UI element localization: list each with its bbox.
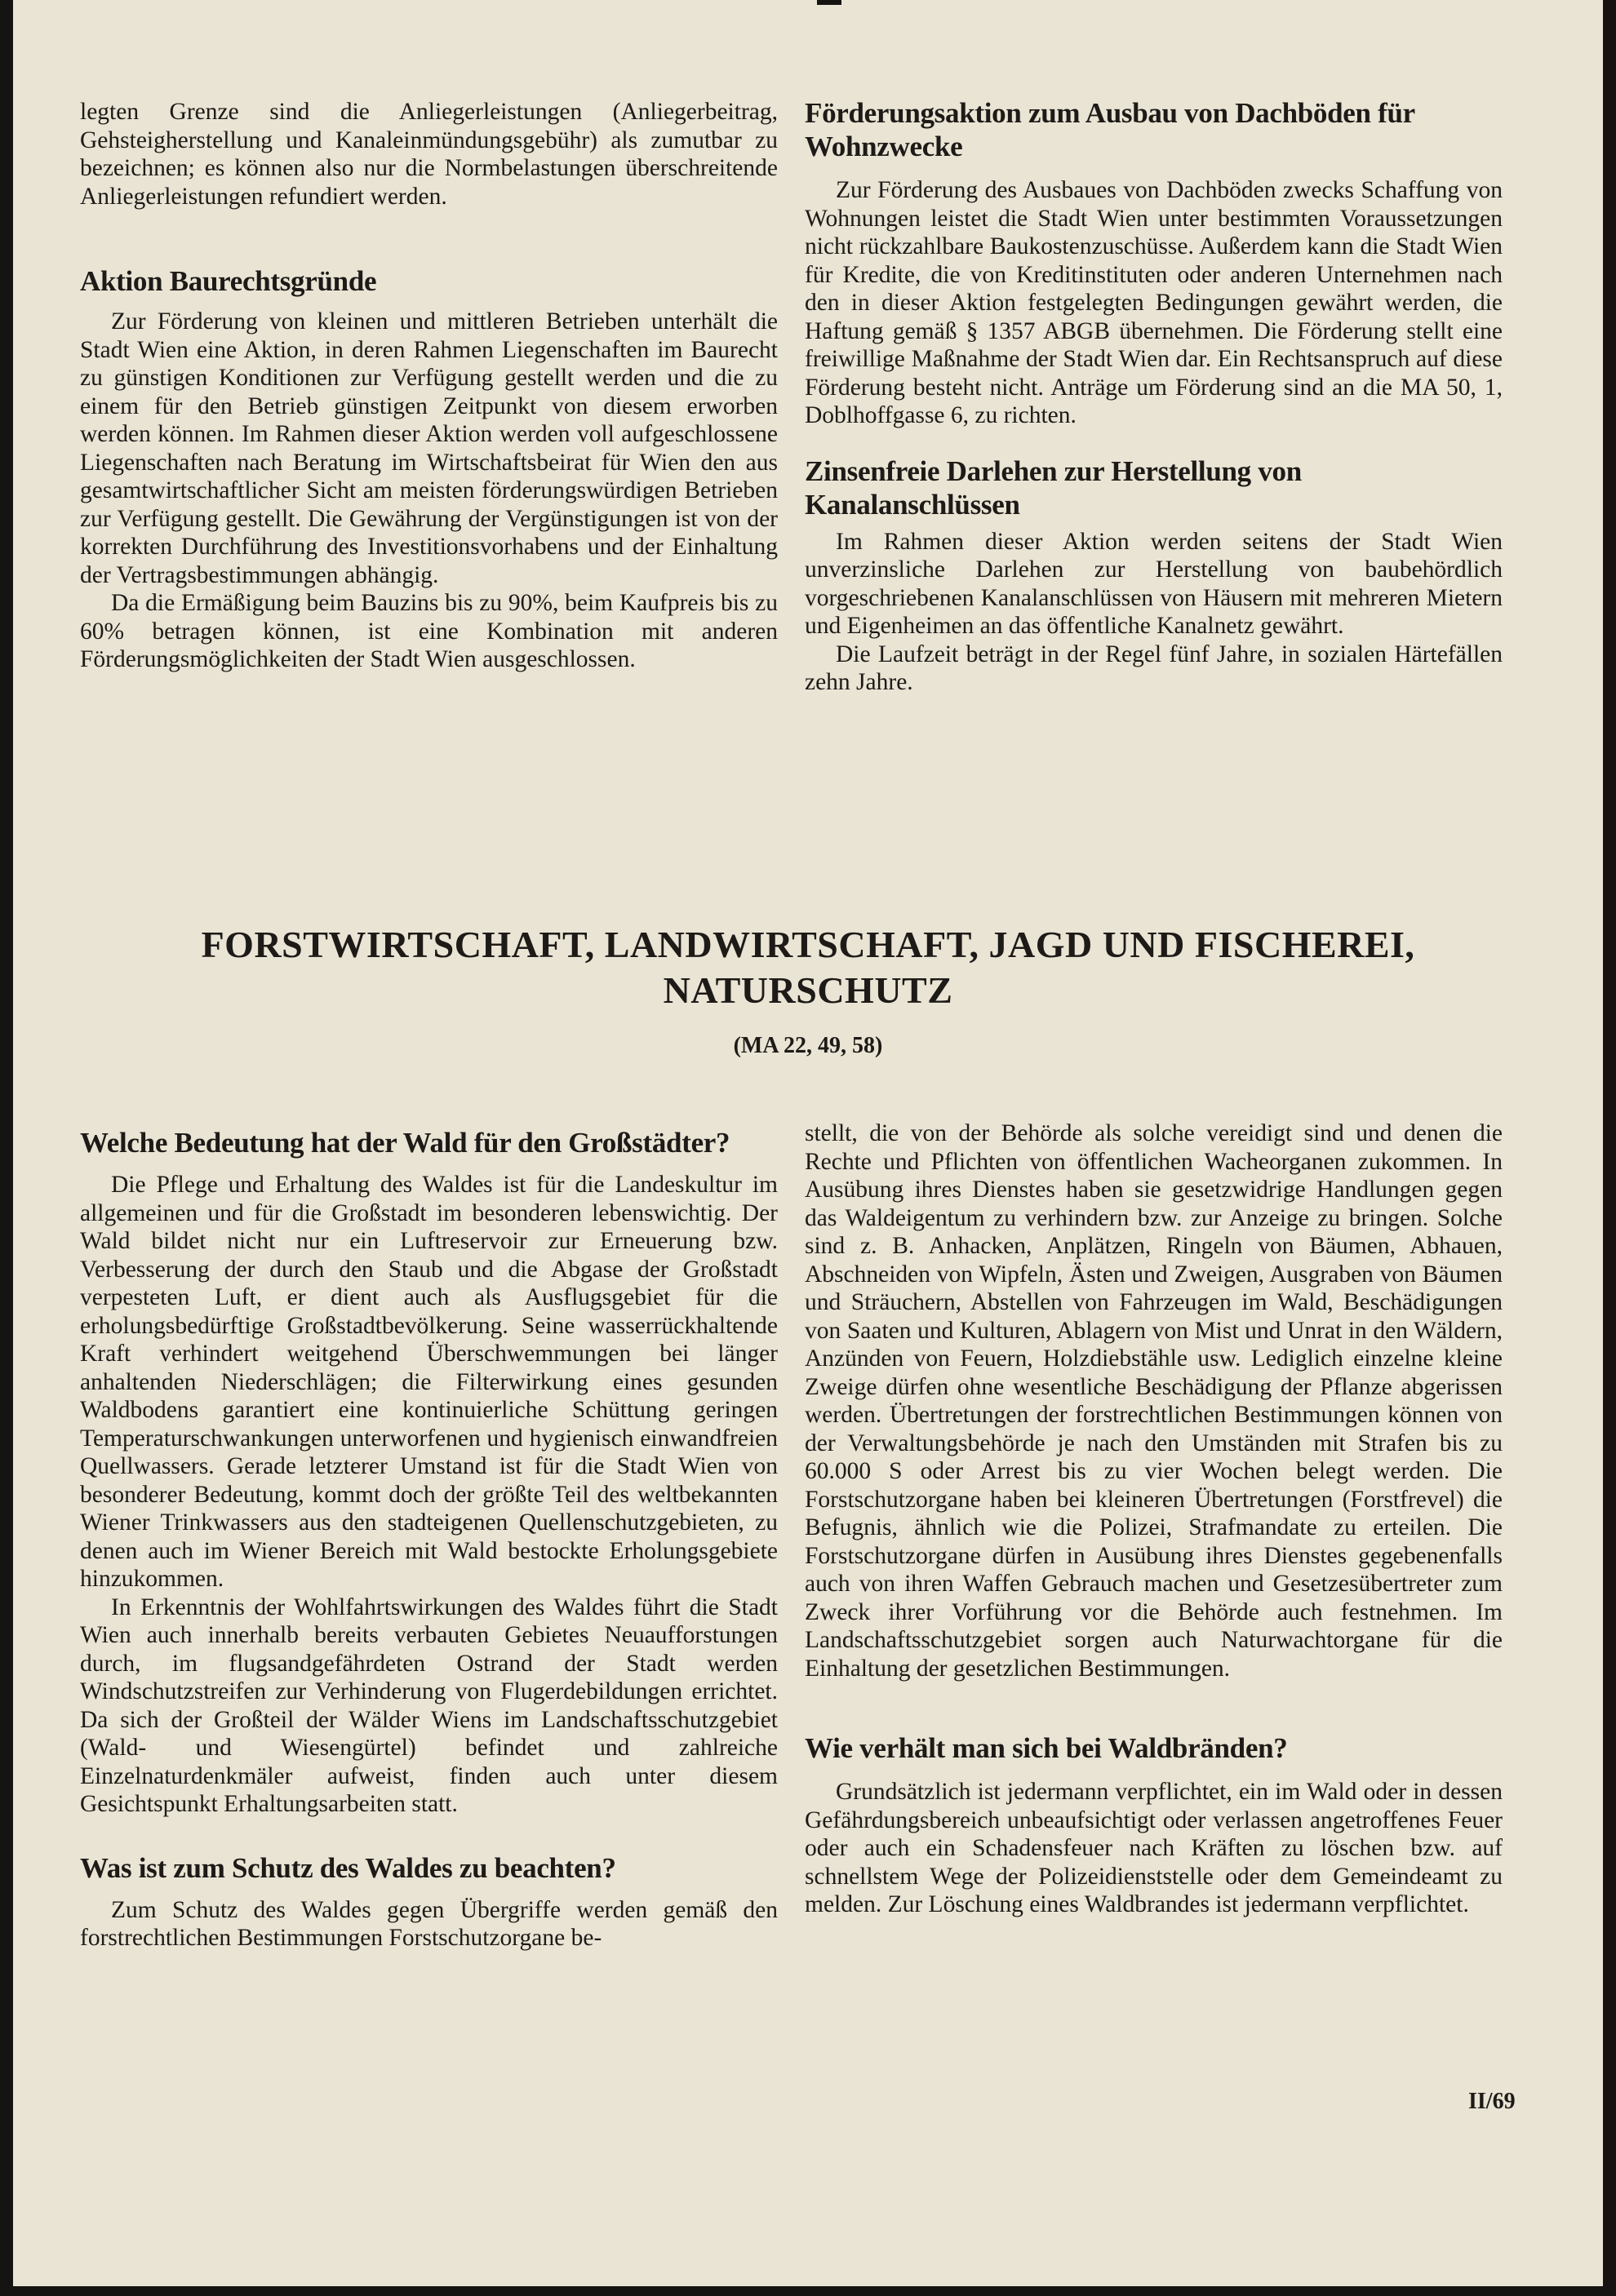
paragraph: In Erkenntnis der Wohlfahrtswirkungen des Waldes führt die Stadt Wien auch innerhalb bereits verbauten Gebietes Neuaufforstungen durch, im flugsandgefährdeten Ostrand der Stadt werden Windschutzstreifen zur Verhinderung von Flugerdebildungen errichtet. Da sich der Großteil der Wälder Wiens im Landschaftsschutzgebiet (Wald- und Wiesengürtel) befindet und zahlreiche Einzelnaturdenkmäler aufweist, finden auch unter diesem Gesichtspunkt Erhaltungsarbeiten statt. — [80, 1593, 778, 1817]
page-number: II/69 — [1468, 2089, 1516, 2114]
paragraph-intro: legten Grenze sind die Anliegerleistungen (Anliegerbeitrag, Gehsteigherstellung und Kanaleinmündungsgebühr) als zumutbar zu bezeichnen; es können also nur die Normbelastungen überschreitende Anliegerleistungen refundiert werden. — [80, 99, 778, 210]
column-bottom-right — [805, 1119, 1503, 1919]
section-title-line: FORSTWIRTSCHAFT, LANDWIRTSCHAFT, JAGD UND FISCHEREI, — [201, 924, 1415, 965]
scan-mark — [817, 0, 841, 5]
heading-dachboeden: Förderungsaktion zum Ausbau von Dachböden für Wohnzwecke — [805, 97, 1415, 162]
paragraph: Im Rahmen dieser Aktion werden seitens der Stadt Wien unverzinsliche Darlehen zur Herstellung von baubehördlich vorgeschriebenen Kanalanschlüssen von Häusern mit mehreren Mietern und Eigenheimen an das öffentliche Kanalnetz gewährt. — [805, 528, 1503, 639]
column-top-left — [80, 98, 778, 674]
heading-schutz-wald: Was ist zum Schutz des Waldes zu beachten? — [80, 1851, 616, 1884]
document-page — [13, 0, 1603, 2286]
heading-aktion-baurechtsgruende: Aktion Baurechtsgründe — [80, 265, 377, 297]
paragraph: stellt, die von der Behörde als solche vereidigt sind und denen die Rechte und Pflichten von öffentlichen Wacheorganen zukommen. In Ausübung ihres Dienstes haben sie gesetzwidrige Handlungen gegen das Waldeigentum zu verhindern bzw. zur Anzeige zu bringen. Solche sind z. B. Anhacken, Anplätzen, Ringeln von Bäumen, Abhauen, Abschneiden von Wipfeln, Ästen und Zweigen, Ausgraben von Bäumen und Sträuchern, Abstellen von Fahrzeugen im Wald, Beschädigungen von Saaten und Kulturen, Ablagern von Mist und Unrat in den Wäldern, Anzünden von Feuern, Holzdiebstähle usw. Lediglich einzelne kleine Zweige dürfen ohne wesentliche Beschädigung der Pflanze abgerissen werden. Übertretungen der forstrechtlichen Bestimmungen können von der Verwaltungsbehörde je nach den Umständen mit Strafen bis zu 60.000 S oder Arrest bis zu vier Wochen belegt werden. Die Forstschutzorgane haben bei kleineren Übertretungen (Forstfrevel) die Befugnis, ähnlich wie die Polizei, Strafmandate zu erteilen. Die Forstschutzorgane dürfen in Ausübung ihres Dienstes gegebenenfalls auch von ihren Waffen Gebrauch machen und Gesetzesübertreter zum Zweck ihrer Vorführung vor die Behörde auch festnehmen. Im Landschaftsschutzgebiet sorgen auch Naturwachtorgane für die Einhaltung der gesetzlichen Bestimmungen. — [805, 1120, 1503, 1682]
paragraph: Zur Förderung von kleinen und mittleren Betrieben unterhält die Stadt Wien eine Aktion, in deren Rahmen Liegenschaften im Baurecht zu günstigen Konditionen zur Verfügung gestellt werden und die zu einem für den Betrieb günstigen Zeitpunkt von diesem erworben werden können. Im Rahmen dieser Aktion werden voll aufgeschlossene Liegenschaften nach Beratung im Wirtschaftsbeirat für Wien den aus gesamtwirtschaftlicher Sicht am meisten förderungswürdigen Betrieben zur Verfügung gestellt. Die Gewährung der Vergünstigungen ist von der korrekten Durchführung des Investitionsvorhabens und der Einhaltung der Vertragsbestimmungen abhängig. — [80, 308, 778, 588]
heading-kanalanschluesse: Zinsenfreie Darlehen zur Herstellung von Kanalanschlüssen — [805, 454, 1302, 521]
section-title — [13, 922, 1603, 1013]
section-subtitle: (MA 22, 49, 58) — [733, 1033, 883, 1058]
paragraph: Zum Schutz des Waldes gegen Übergriffe werden gemäß den forstrechtlichen Bestimmungen Forstschutzorgane be- — [80, 1896, 778, 1951]
paragraph: Die Pflege und Erhaltung des Waldes ist für die Landeskultur im allgemeinen und für die Großstadt im besonderen lebenswichtig. Der Wald bildet nicht nur ein Luftreservoir zur Erneuerung bzw. Verbesserung der durch den Staub und die Abgase der Großstadt verpesteten Luft, er dient auch als Ausflugsgebiet für die erholungsbedürftige Großstadtbevölkerung. Seine wasserrückhaltende Kraft verhindert weitgehend Überschwemmungen bei länger anhaltenden Niederschlägen; die Filterwirkung eines gesunden Waldbodens garantiert eine kontinuierliche Schüttung geringen Temperaturschwankungen unterworfenen und hygienisch einwandfreien Quellwassers. Gerade letzterer Umstand ist für die Stadt Wien von besonderer Bedeutung, kommt doch der größte Teil des weltbekannten Wiener Trinkwassers aus den stadteigenen Quellenschutzgebieten, zu denen auch im Wiener Bereich mit Wald bestockte Erholungsgebiete hinzukommen. — [80, 1172, 778, 1592]
paragraph: Die Laufzeit beträgt in der Regel fünf Jahre, in sozialen Härtefällen zehn Jahre. — [805, 640, 1503, 695]
paragraph: Da die Ermäßigung beim Bauzins bis zu 90%, beim Kaufpreis bis zu 60% betragen können, ist eine Kombination mit anderen Förderungsmöglichkeiten der Stadt Wien ausgeschlossen. — [80, 590, 778, 672]
column-top-right — [805, 96, 1503, 697]
heading-waldbraende: Wie verhält man sich bei Waldbränden? — [805, 1732, 1288, 1764]
section-title-line: NATURSCHUTZ — [663, 969, 953, 1011]
heading-bedeutung-wald: Welche Bedeutung hat der Wald für den Großstädter? — [80, 1127, 730, 1159]
column-bottom-left — [80, 1126, 778, 1952]
paragraph: Grundsätzlich ist jedermann verpflichtet, ein im Wald oder in dessen Gefährdungsbereich unbeaufsichtigt oder verlassen angetroffenes Feuer oder auch ein Schadensfeuer nach Kräften zu löschen bzw. auf schnellstem Wege der Polizeidienststelle oder dem Gemeindeamt zu melden. Zur Löschung eines Waldbrandes ist jedermann verpflichtet. — [805, 1779, 1503, 1917]
paragraph: Zur Förderung des Ausbaues von Dachböden zwecks Schaffung von Wohnungen leistet die Stadt Wien unter bestimmten Voraussetzungen nicht rückzahlbare Baukostenzuschüsse. Außerdem kann die Stadt Wien für Kredite, die von Kreditinstituten oder anderen Unternehmen nach den in dieser Aktion festgelegten Bedingungen gewährt werden, die Haftung gemäß § 1357 ABGB übernehmen. Die Förderung stellt eine freiwillige Maßnahme der Stadt Wien dar. Ein Rechtsanspruch auf diese Förderung besteht nicht. Anträge um Förderung sind an die MA 50, 1, Doblhoffgasse 6, zu richten. — [805, 177, 1503, 428]
